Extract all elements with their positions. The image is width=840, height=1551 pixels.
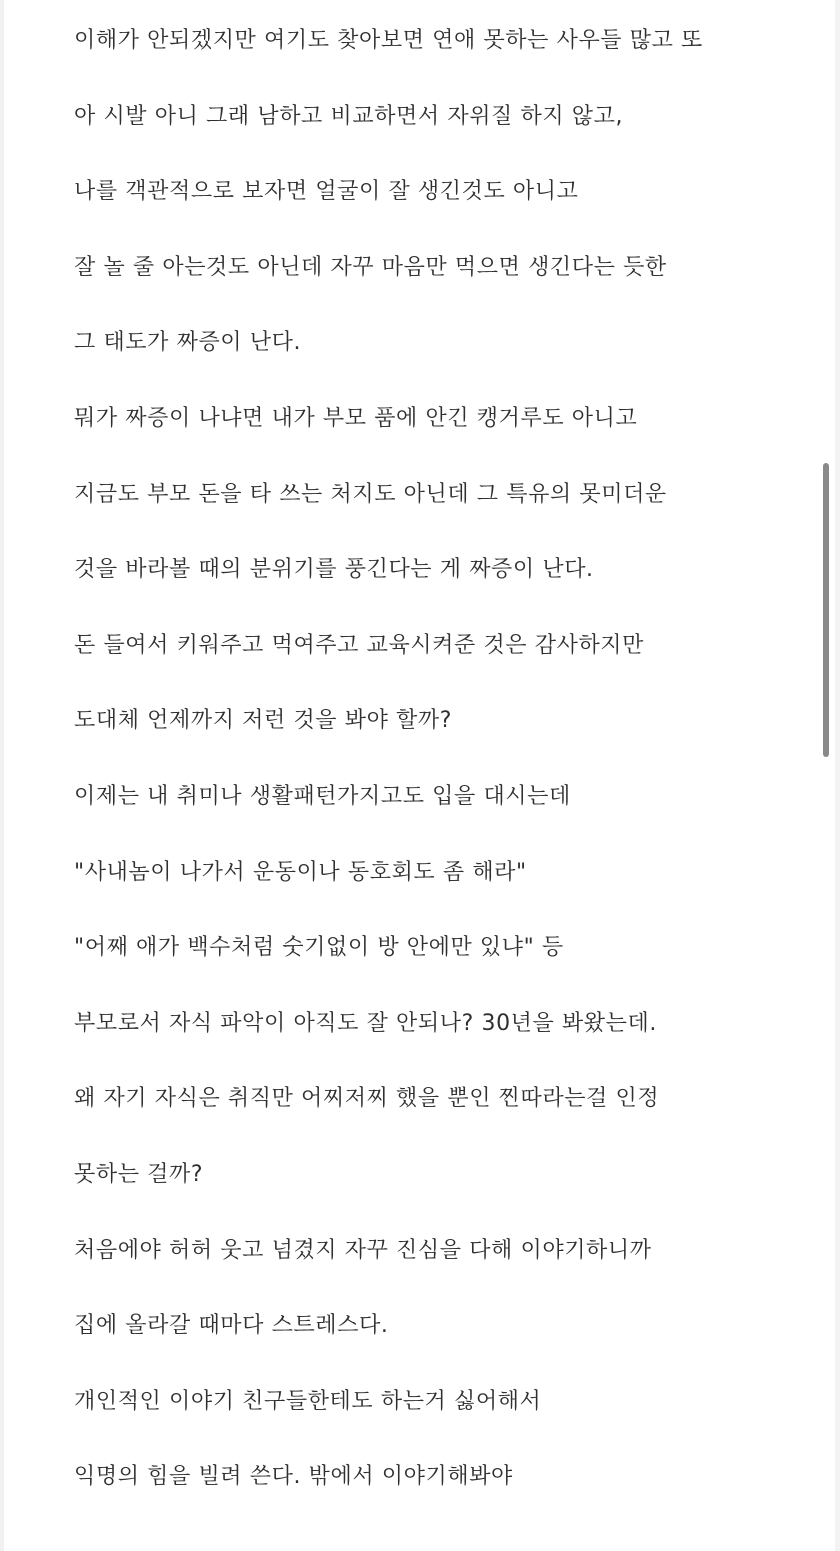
post-line: "어째 애가 백수처럼 숫기없이 방 안에만 있냐" 등: [74, 935, 564, 961]
post-line: 처음에야 허허 웃고 넘겼지 자꾸 진심을 다해 이야기하니까: [74, 1237, 652, 1263]
post-line: 익명의 힘을 빌려 쓴다. 밖에서 이야기해봐야: [74, 1464, 513, 1490]
post-line: 못하는 걸까?: [74, 1161, 204, 1187]
post-line: 개인적인 이야기 친구들한테도 하는거 싫어해서: [74, 1388, 542, 1414]
scrollbar-thumb[interactable]: [823, 463, 829, 757]
post-line: 부모로서 자식 파악이 아직도 잘 안되나? 30년을 봐왔는데.: [74, 1010, 657, 1036]
post-line: 도대체 언제까지 저런 것을 봐야 할까?: [74, 708, 453, 734]
post-body: [74, 20, 794, 1532]
post-line: 아 시발 아니 그래 남하고 비교하면서 자위질 하지 않고,: [74, 103, 624, 129]
post-line: 지금도 부모 돈을 타 쓰는 처지도 아닌데 그 특유의 못미더운: [74, 481, 667, 507]
right-edge-divider: [835, 0, 840, 1551]
post-line: 집에 올라갈 때마다 스트레스다.: [74, 1313, 389, 1339]
post-line: 것을 바라볼 때의 분위기를 풍긴다는 게 짜증이 난다.: [74, 557, 594, 583]
post-line: 잘 놀 줄 아는것도 아닌데 자꾸 마음만 먹으면 생긴다는 듯한: [74, 254, 667, 280]
post-line: 이해가 안되겠지만 여기도 찾아보면 연애 못하는 사우들 많고 또: [74, 28, 703, 53]
scrollbar-track[interactable]: [825, 0, 835, 1551]
post-line: 왜 자기 자식은 취직만 어찌저찌 했을 뿐인 찐따라는걸 인정: [74, 1086, 660, 1112]
post-line: 이제는 내 취미나 생활패턴가지고도 입을 대시는데: [74, 783, 571, 809]
left-edge-divider: [0, 0, 4, 1551]
post-line: 돈 들여서 키워주고 먹여주고 교육시켜준 것은 감사하지만: [74, 632, 645, 658]
post-line: 뭐가 짜증이 나냐면 내가 부모 품에 안긴 캥거루도 아니고: [74, 405, 638, 431]
post-line: 그 태도가 짜증이 난다.: [74, 330, 302, 356]
post-line: "사내놈이 나가서 운동이나 동호회도 좀 해라": [74, 859, 527, 885]
post-line: 나를 객관적으로 보자면 얼굴이 잘 생긴것도 아니고: [74, 179, 579, 205]
